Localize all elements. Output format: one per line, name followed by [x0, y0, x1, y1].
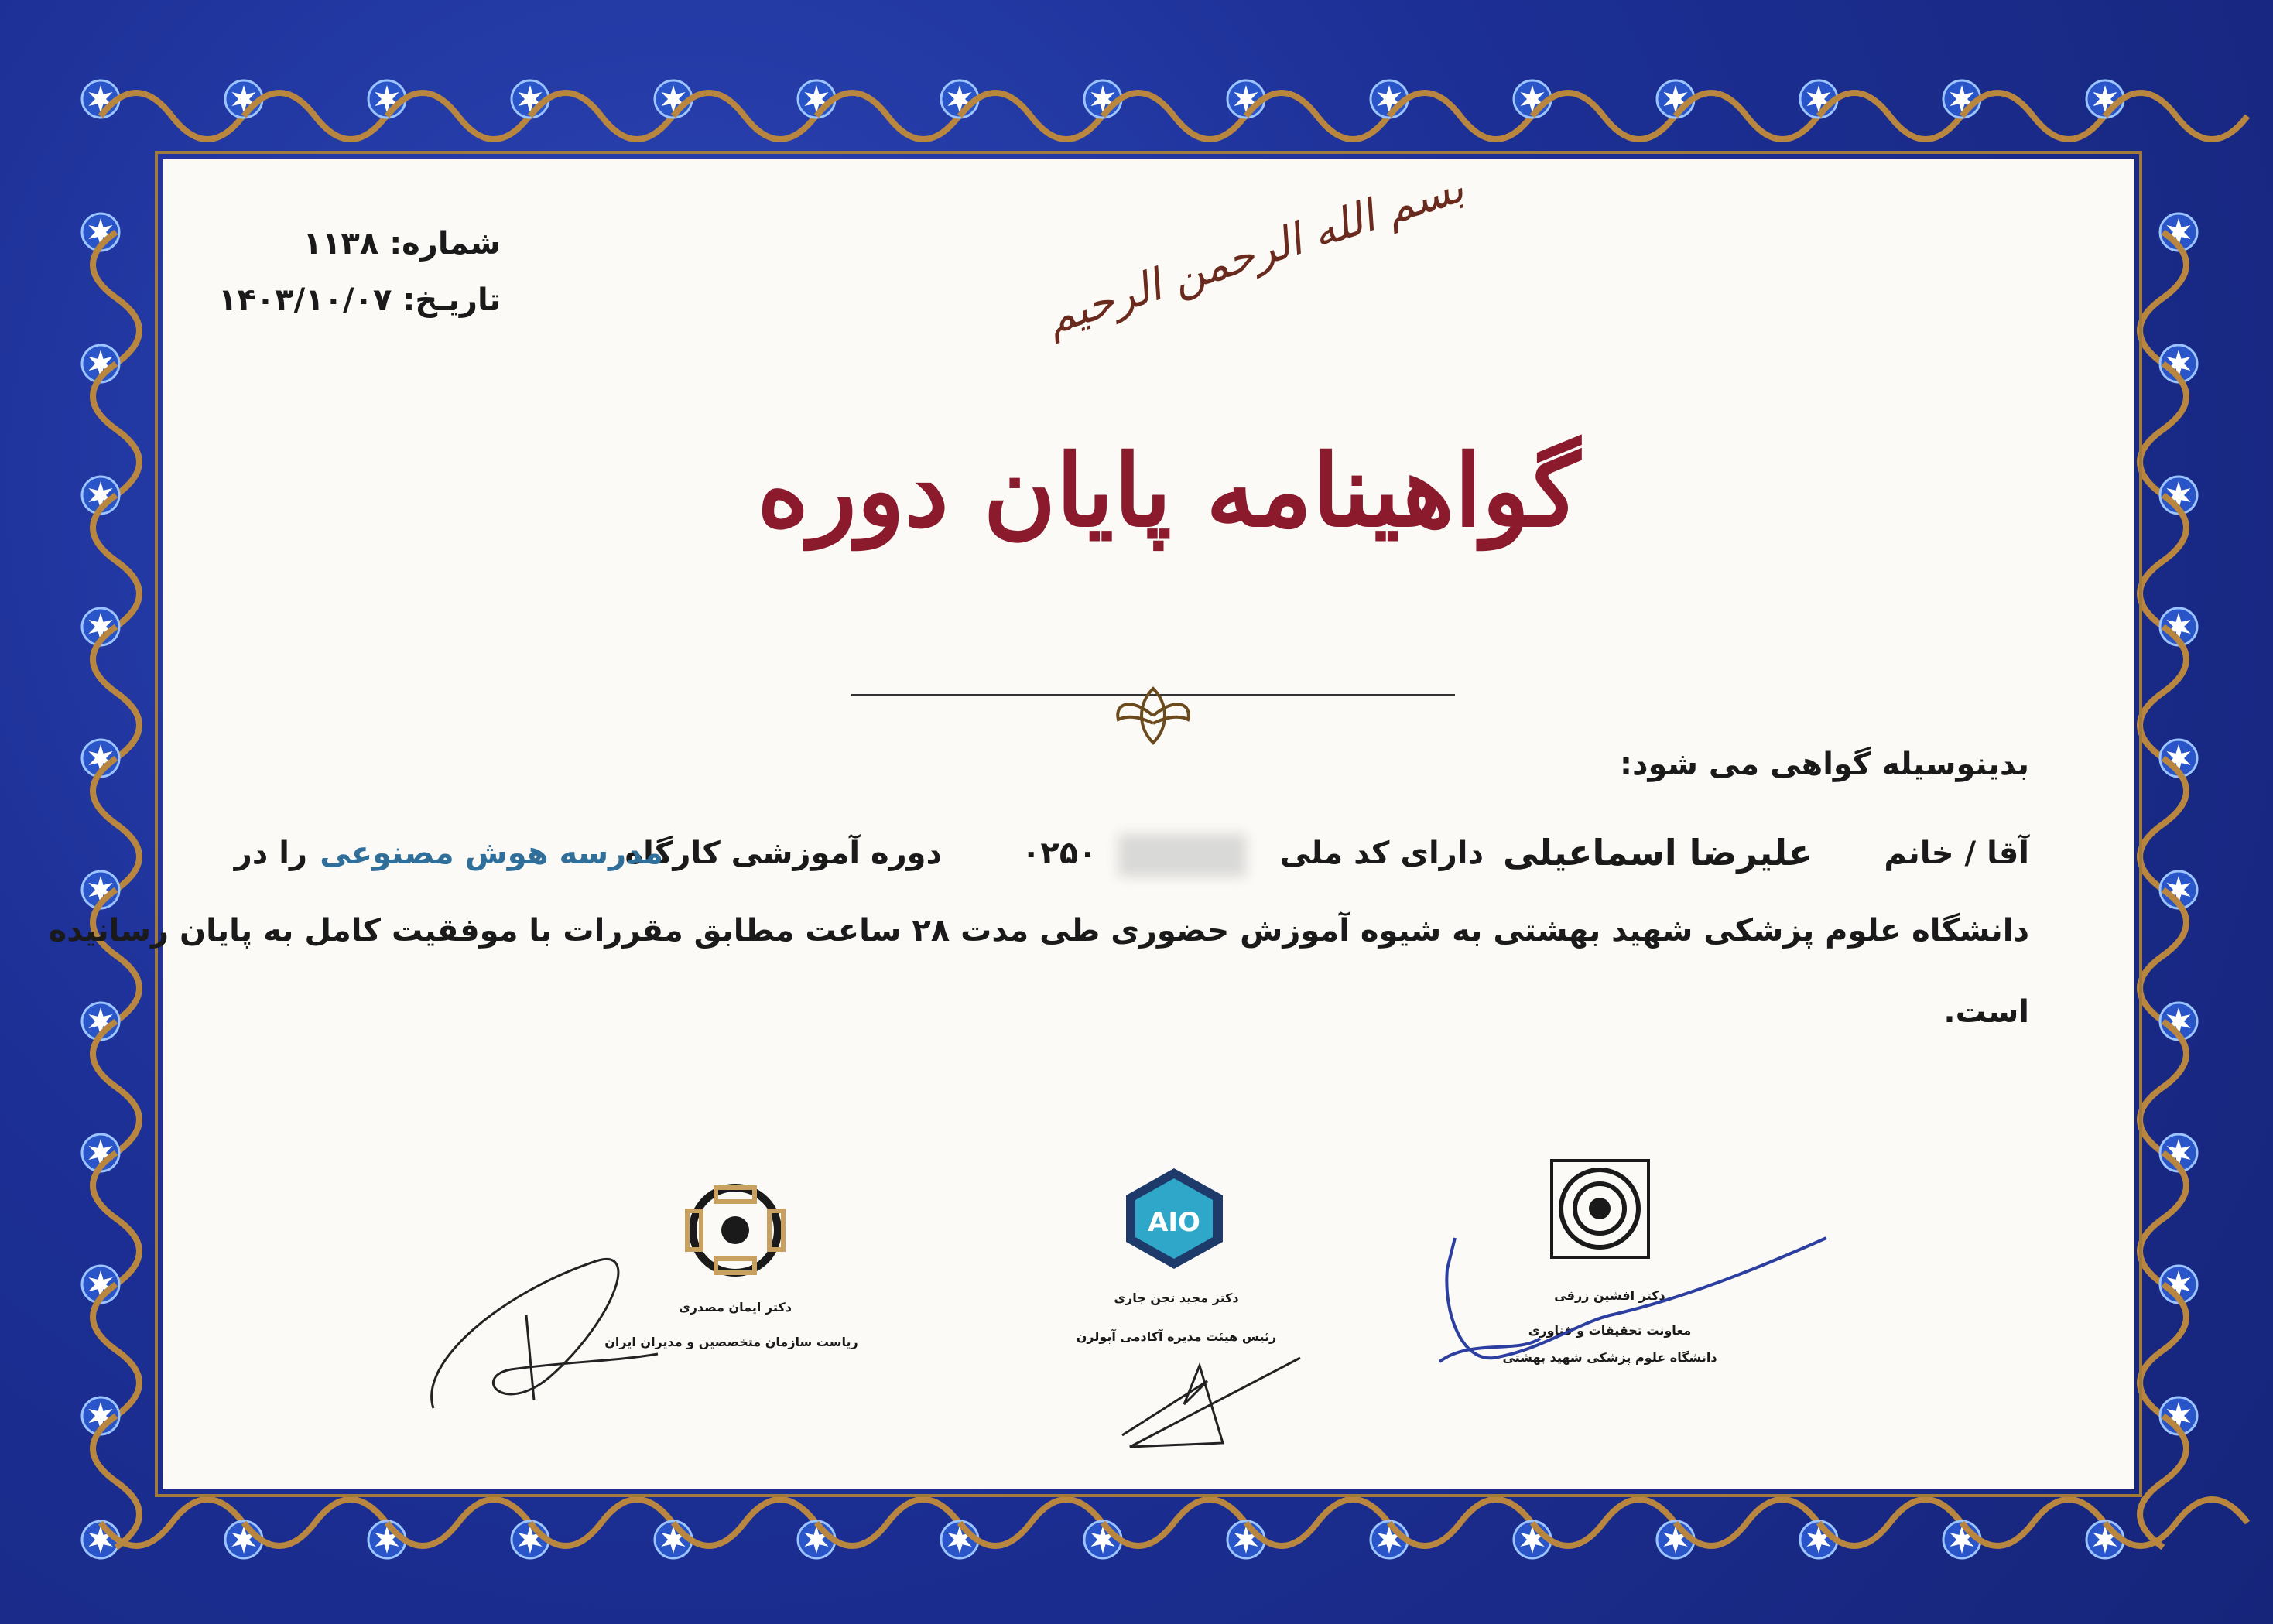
body-line-4: است. [1943, 994, 2029, 1030]
signatory-1-name: دکتر ایمان مصدری [679, 1300, 792, 1315]
national-code-value: ۰۲۵۰ [1022, 836, 1097, 871]
svg-text:AIO: AIO [1148, 1207, 1200, 1238]
certificate-date: تاریـخ: ۱۴۰۳/۱۰/۰۷ [217, 282, 501, 318]
certificate-number: شماره: ۱۱۳۸ [303, 226, 501, 262]
course-suffix: را در [234, 836, 307, 871]
redacted-national-code [1118, 834, 1246, 877]
signatory-3-role-line1: معاونت تحقیقات و فناوری [1528, 1323, 1692, 1338]
signature-3 [1424, 1222, 1842, 1385]
body-line-3: دانشگاه علوم پزشکی شهید بهشتی به شیوه آموزش حضوری طی مدت ۲۸ ساعت مطابق مقررات با موفقیت کامل به پایان رسانیده [48, 913, 2029, 949]
certificate-title: گواهینامه پایان دوره [757, 433, 1580, 549]
national-code-label: دارای کد ملی [1279, 836, 1484, 871]
recipient-name: علیرضا اسماعیلی [1503, 832, 1813, 874]
signatory-2-name: دکتر مجید تجن جاری [1114, 1291, 1239, 1305]
signatory-2-role: رئیس هیئت مدیره آکادمی آپولرن [1076, 1329, 1277, 1344]
course-prefix: دوره آموزشی کارگاه [625, 836, 942, 871]
basmala-calligraphy: بسم الله الرحمن الرحیم [1039, 162, 1470, 345]
signatory-1-role: ریاست سازمان متخصصین و مدیران ایران [604, 1335, 858, 1349]
signature-2 [1114, 1350, 1316, 1458]
signatory-3-role-line2: دانشگاه علوم پزشکی شهید بهشتی [1502, 1350, 1717, 1365]
floral-ornament-icon [1107, 681, 1200, 750]
aio-logo-icon [1118, 1164, 1231, 1273]
salutation: آقا / خانم [1884, 836, 2029, 871]
signature-1 [410, 1246, 720, 1424]
intro-text: بدینوسیله گواهی می شود: [1619, 747, 2029, 782]
signatory-3-name: دکتر افشین زرقی [1554, 1288, 1665, 1303]
course-name: مدرسه هوش مصنوعی [320, 836, 663, 871]
